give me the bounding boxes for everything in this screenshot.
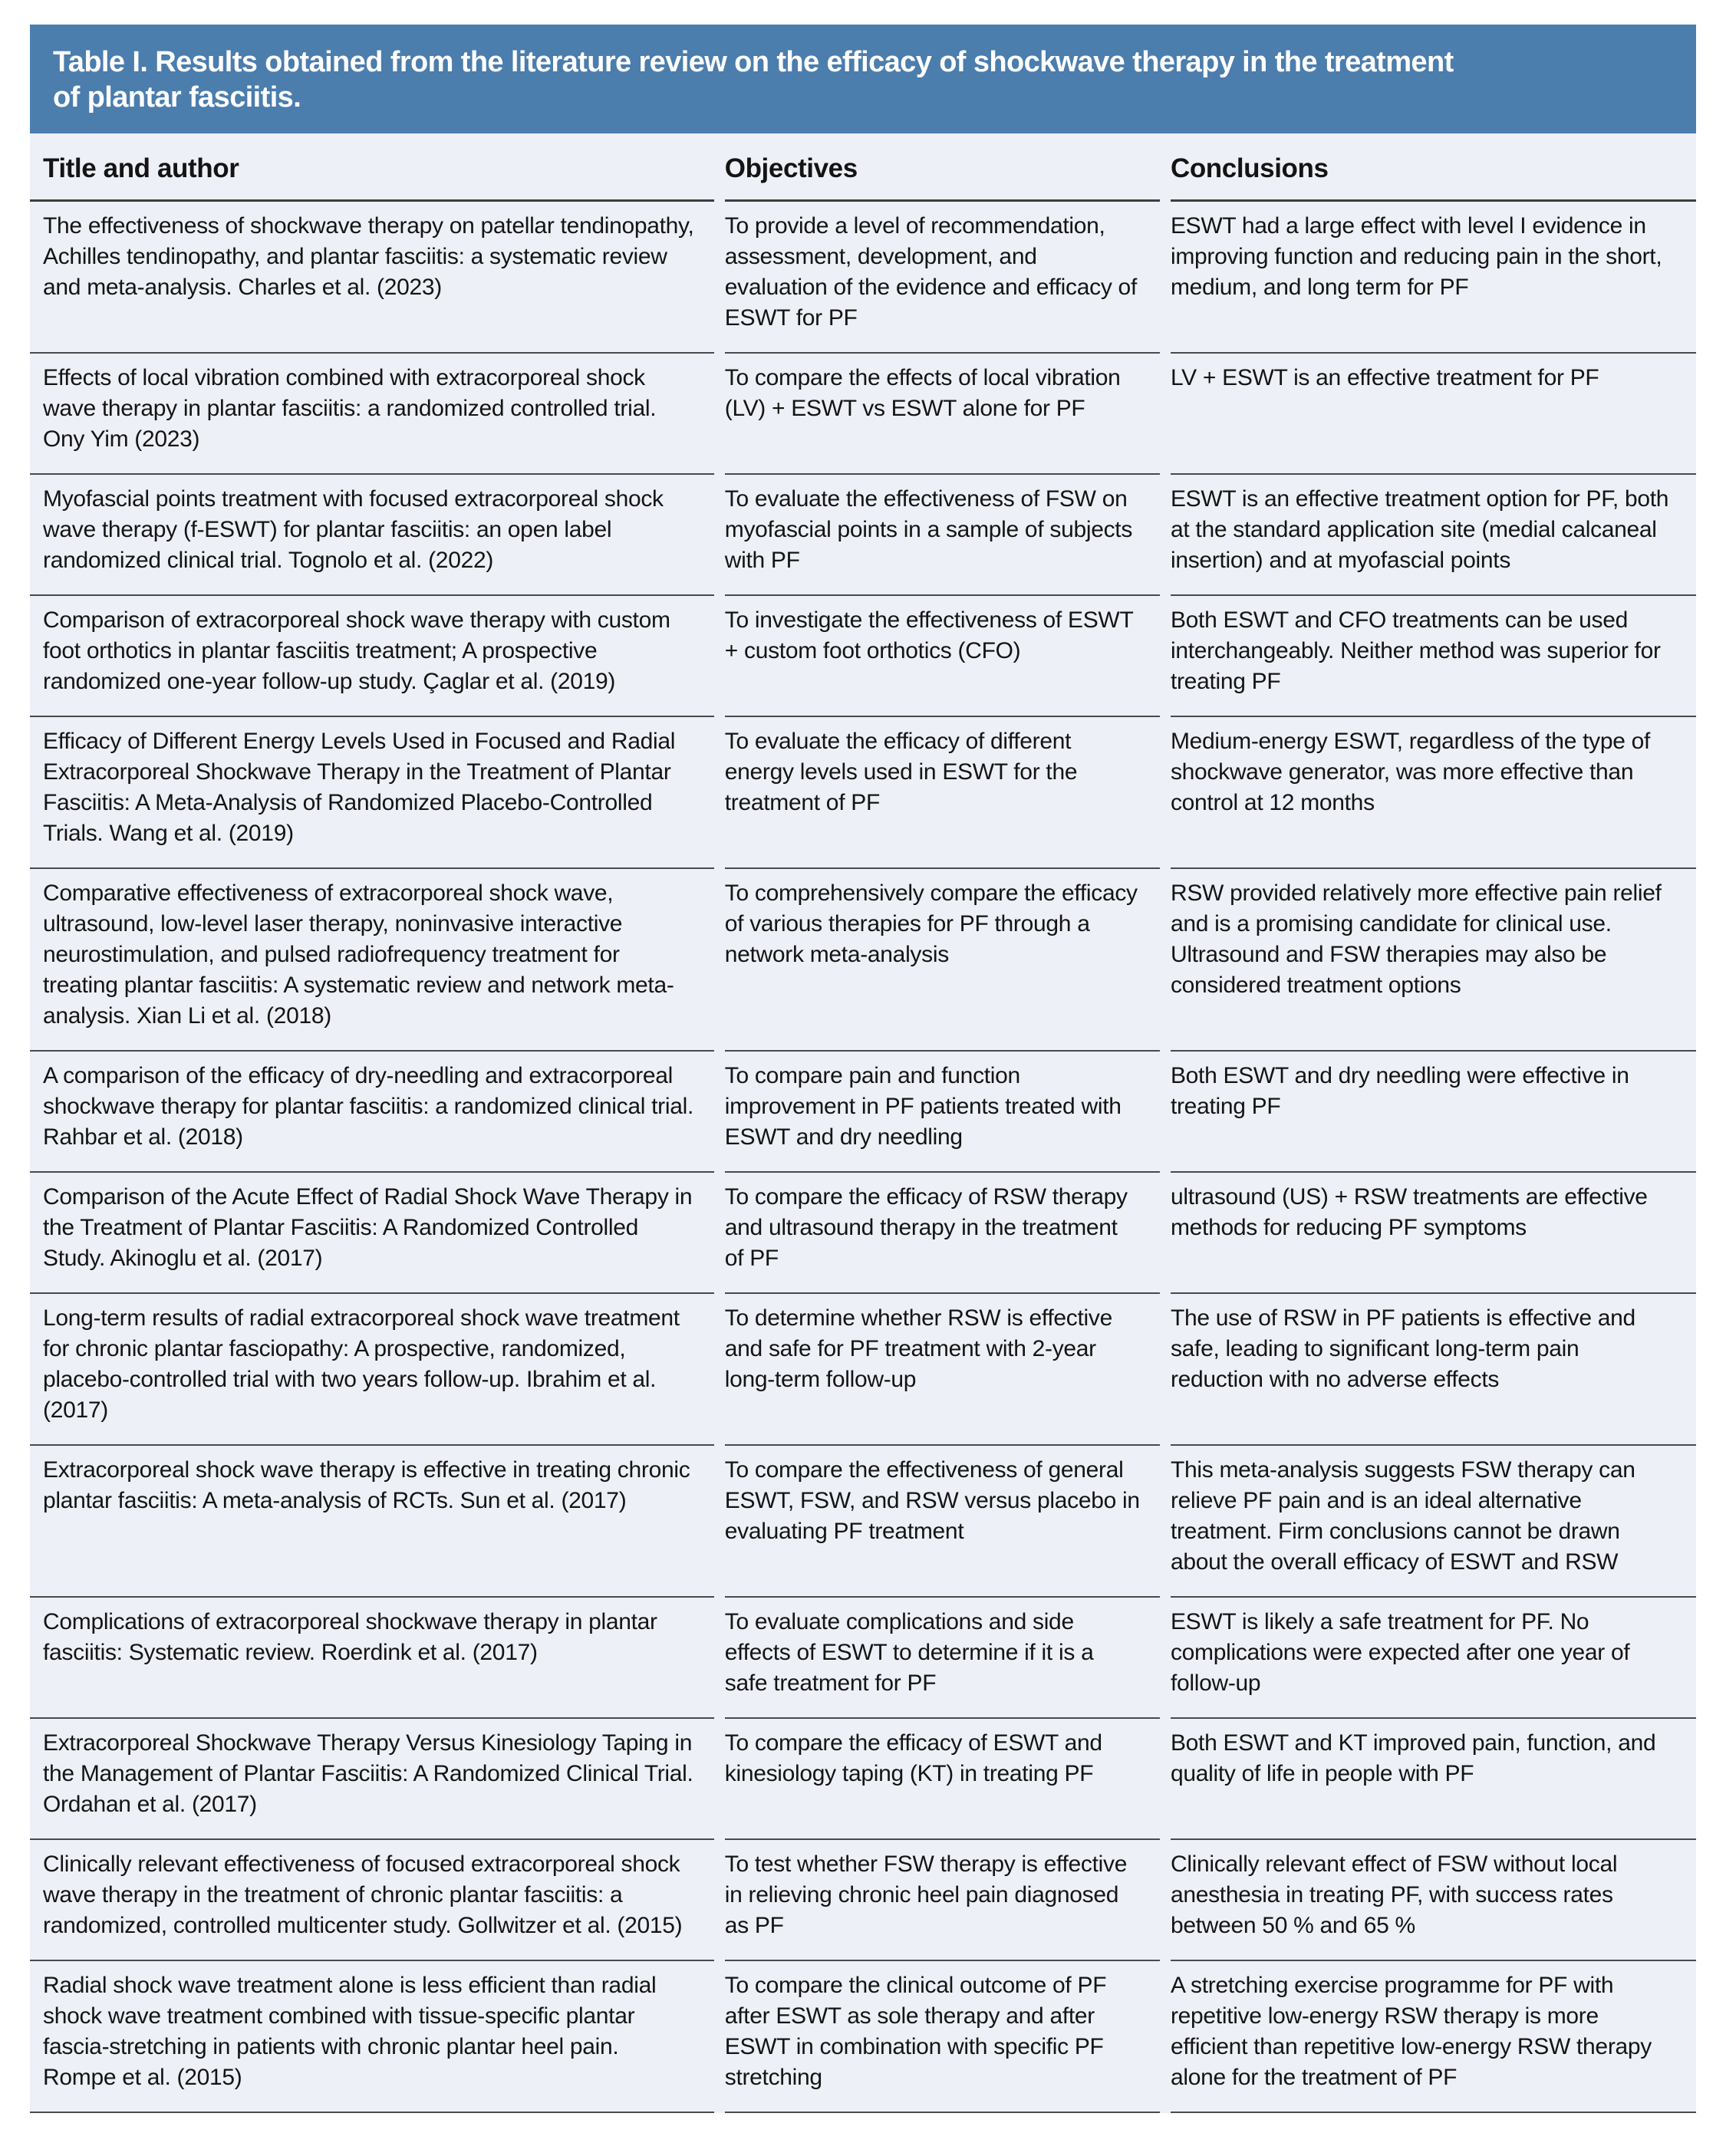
cell-title: Extracorporeal Shockwave Therapy Versus Kinesiology Taping in the Management of Plantar Fasciitis: A Randomized Clinical Trial. Ordahan et al. (2017): [30, 1719, 714, 1840]
column-header-conclusions: Conclusions: [1171, 133, 1696, 202]
cell-conclusion: Clinically relevant effect of FSW without local anesthesia in treating PF, with success rates between 50 % and 65 %: [1171, 1840, 1696, 1961]
table-row: [30, 202, 1696, 354]
table-caption-bar: [30, 25, 1696, 133]
cell-objective: To compare the effectiveness of general ESWT, FSW, and RSW versus placebo in evaluating PF treatment: [725, 1446, 1160, 1598]
cell-title: Comparative effectiveness of extracorporeal shock wave, ultrasound, low-level laser therapy, noninvasive interactive neurostimulation, and pulsed radiofrequency treatment for treating plantar fasciitis: A systematic review and network meta-analysis. Xian Li et al. (2018): [30, 869, 714, 1052]
table-caption-line-1: Table I. Results obtained from the literature review on the efficacy of shockwave therapy in the treatment: [53, 46, 1454, 78]
column-header-title-and-author: Title and author: [30, 133, 714, 202]
table-row: [30, 869, 1696, 1052]
cell-objective: To comprehensively compare the efficacy of various therapies for PF through a network meta-analysis: [725, 869, 1160, 1052]
cell-title: The effectiveness of shockwave therapy on patellar tendinopathy, Achilles tendinopathy, and plantar fasciitis: a systematic review and meta-analysis. Charles et al. (2023): [30, 202, 714, 354]
cell-conclusion: A stretching exercise programme for PF with repetitive low-energy RSW therapy is more efficient than repetitive low-energy RSW therapy alone for the treatment of PF: [1171, 1961, 1696, 2113]
cell-conclusion: ESWT is an effective treatment option for PF, both at the standard application site (medial calcaneal insertion) and at myofascial points: [1171, 475, 1696, 596]
cell-title: Efficacy of Different Energy Levels Used in Focused and Radial Extracorporeal Shockwave Therapy in the Treatment of Plantar Fasciitis: A Meta-Analysis of Randomized Placebo-Controlled Trials. Wang et al. (2019): [30, 717, 714, 869]
cell-conclusion: Both ESWT and KT improved pain, function, and quality of life in people with PF: [1171, 1719, 1696, 1840]
cell-title: Comparison of extracorporeal shock wave therapy with custom foot orthotics in plantar fasciitis treatment; A prospective randomized one-year follow-up study. Çaglar et al. (2019): [30, 596, 714, 717]
cell-conclusion: LV + ESWT is an effective treatment for PF: [1171, 354, 1696, 475]
cell-title: Complications of extracorporeal shockwave therapy in plantar fasciitis: Systematic review. Roerdink et al. (2017): [30, 1598, 714, 1719]
cell-objective: To compare the efficacy of ESWT and kinesiology taping (KT) in treating PF: [725, 1719, 1160, 1840]
table-row: [30, 1446, 1696, 1598]
cell-title: Effects of local vibration combined with extracorporeal shock wave therapy in plantar fasciitis: a randomized controlled trial. Ony Yim (2023): [30, 354, 714, 475]
table-row: [30, 1961, 1696, 2113]
table-row: [30, 475, 1696, 596]
cell-objective: To evaluate the efficacy of different energy levels used in ESWT for the treatment of PF: [725, 717, 1160, 869]
cell-objective: To test whether FSW therapy is effective in relieving chronic heel pain diagnosed as PF: [725, 1840, 1160, 1961]
cell-objective: To compare the clinical outcome of PF after ESWT as sole therapy and after ESWT in combination with specific PF stretching: [725, 1961, 1160, 2113]
table-header-row: [30, 133, 1696, 202]
cell-title: A comparison of the efficacy of dry-needling and extracorporeal shockwave therapy for plantar fasciitis: a randomized clinical trial. Rahbar et al. (2018): [30, 1052, 714, 1173]
cell-objective: To compare the effects of local vibration (LV) + ESWT vs ESWT alone for PF: [725, 354, 1160, 475]
cell-objective: To investigate the effectiveness of ESWT + custom foot orthotics (CFO): [725, 596, 1160, 717]
table-caption-line-2: of plantar fasciitis.: [53, 81, 301, 114]
table-row: [30, 1173, 1696, 1294]
cell-title: Comparison of the Acute Effect of Radial Shock Wave Therapy in the Treatment of Plantar Fasciitis: A Randomized Controlled Study. Akinoglu et al. (2017): [30, 1173, 714, 1294]
table-row: [30, 1840, 1696, 1961]
table-row: [30, 596, 1696, 717]
cell-title: Long-term results of radial extracorporeal shock wave treatment for chronic plantar fasciopathy: A prospective, randomized, placebo-controlled trial with two years follow-up. Ibrahim et al. (2017): [30, 1294, 714, 1446]
column-header-objectives: Objectives: [725, 133, 1160, 202]
cell-title: Extracorporeal shock wave therapy is effective in treating chronic plantar fasciitis: A meta-analysis of RCTs. Sun et al. (2017): [30, 1446, 714, 1598]
cell-conclusion: RSW provided relatively more effective pain relief and is a promising candidate for clinical use. Ultrasound and FSW therapies may also be considered treatment options: [1171, 869, 1696, 1052]
table-row: [30, 1598, 1696, 1719]
table-row: [30, 1052, 1696, 1173]
table-row: [30, 717, 1696, 869]
literature-review-table: [30, 133, 1696, 2113]
cell-conclusion: This meta-analysis suggests FSW therapy can relieve PF pain and is an ideal alternative treatment. Firm conclusions cannot be drawn about the overall efficacy of ESWT and RSW: [1171, 1446, 1696, 1598]
cell-conclusion: Medium-energy ESWT, regardless of the type of shockwave generator, was more effective than control at 12 months: [1171, 717, 1696, 869]
cell-conclusion: ESWT had a large effect with level I evidence in improving function and reducing pain in the short, medium, and long term for PF: [1171, 202, 1696, 354]
cell-title: Myofascial points treatment with focused extracorporeal shock wave therapy (f-ESWT) for plantar fasciitis: an open label randomized clinical trial. Tognolo et al. (2022): [30, 475, 714, 596]
cell-conclusion: Both ESWT and CFO treatments can be used interchangeably. Neither method was superior for treating PF: [1171, 596, 1696, 717]
cell-objective: To compare the efficacy of RSW therapy and ultrasound therapy in the treatment of PF: [725, 1173, 1160, 1294]
cell-objective: To determine whether RSW is effective and safe for PF treatment with 2-year long-term follow-up: [725, 1294, 1160, 1446]
table-row: [30, 1719, 1696, 1840]
table-row: [30, 354, 1696, 475]
cell-title: Clinically relevant effectiveness of focused extracorporeal shock wave therapy in the treatment of chronic plantar fasciitis: a randomized, controlled multicenter study. Gollwitzer et al. (2015): [30, 1840, 714, 1961]
cell-conclusion: ultrasound (US) + RSW treatments are effective methods for reducing PF symptoms: [1171, 1173, 1696, 1294]
cell-title: Radial shock wave treatment alone is less efficient than radial shock wave treatment combined with tissue-specific plantar fascia-stretching in patients with chronic plantar heel pain. Rompe et al. (2015): [30, 1961, 714, 2113]
cell-conclusion: ESWT is likely a safe treatment for PF. No complications were expected after one year of follow-up: [1171, 1598, 1696, 1719]
table-row: [30, 1294, 1696, 1446]
cell-objective: To compare pain and function improvement in PF patients treated with ESWT and dry needling: [725, 1052, 1160, 1173]
cell-objective: To provide a level of recommendation, assessment, development, and evaluation of the evidence and efficacy of ESWT for PF: [725, 202, 1160, 354]
cell-conclusion: Both ESWT and dry needling were effective in treating PF: [1171, 1052, 1696, 1173]
cell-objective: To evaluate complications and side effects of ESWT to determine if it is a safe treatment for PF: [725, 1598, 1160, 1719]
cell-objective: To evaluate the effectiveness of FSW on myofascial points in a sample of subjects with PF: [725, 475, 1160, 596]
cell-conclusion: The use of RSW in PF patients is effective and safe, leading to significant long-term pain reduction with no adverse effects: [1171, 1294, 1696, 1446]
